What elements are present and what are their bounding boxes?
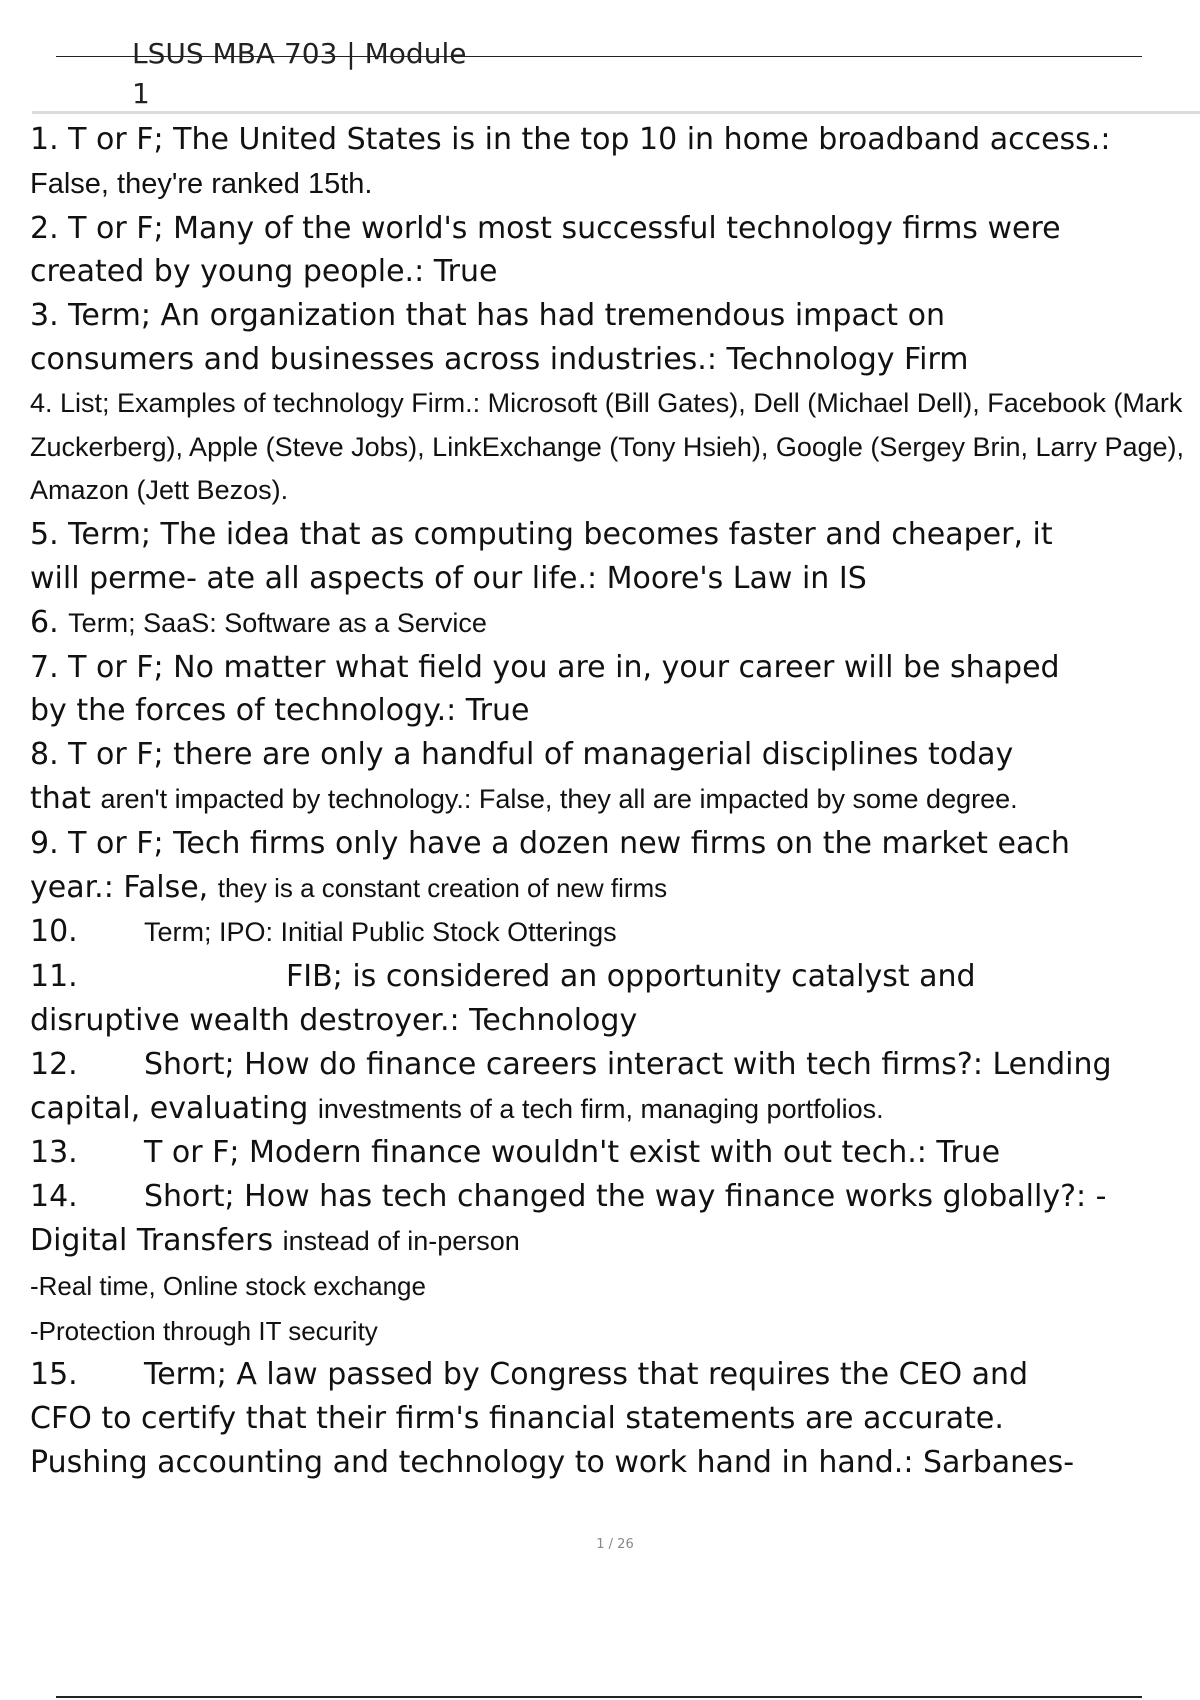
item-answer: False, they're ranked 15th.	[30, 167, 373, 200]
item-question: Short; How do finance careers interact with tech firms?: Lending	[144, 1046, 1112, 1082]
item-question-cont: Digital Transfers	[30, 1222, 274, 1258]
item-question: Short; How has tech changed the way finance works globally?: -	[144, 1179, 1107, 1215]
page-number: 1 / 26	[596, 1537, 634, 1552]
item-question: 9. T or F; Tech firms only have a dozen new firms on the market each	[30, 825, 1070, 861]
list-item	[30, 118, 1195, 207]
list-item	[30, 1131, 1195, 1175]
item-number: 14.	[30, 1179, 78, 1215]
header-separator	[32, 111, 1200, 114]
item-number: 12.	[30, 1046, 78, 1082]
item-answer: by the forces of technology.: True	[30, 693, 530, 729]
list-item	[30, 733, 1195, 822]
header-title-line1: LSUS MBA 703 | Module	[132, 37, 467, 70]
item-number: 15.	[30, 1357, 78, 1393]
item-answer: disruptive wealth destroyer.: Technology	[30, 1002, 638, 1038]
list-item	[30, 294, 1195, 382]
item-bullet: -Real time, Online stock exchange	[30, 1270, 426, 1301]
item-number: 11.	[30, 959, 78, 995]
item-question: 1. T or F; The United States is in the top 10 in home broadband access.:	[30, 122, 1111, 157]
item-number: 13.	[30, 1135, 78, 1171]
item-number: 6.	[30, 604, 59, 640]
list-item	[30, 955, 1195, 1043]
list-item	[30, 822, 1195, 911]
item-question-cont: that	[30, 780, 91, 816]
item-question: 2. T or F; Many of the world's most successful technology firms were	[30, 210, 1061, 246]
flashcard-list	[30, 118, 1195, 1485]
item-question: 8. T or F; there are only a handful of managerial disciplines today	[30, 737, 1014, 773]
item-answer: Term; SaaS: Software as a Service	[68, 607, 487, 638]
item-bullet: -Protection through IT security	[30, 1315, 378, 1346]
item-question-cont: year.: False,	[30, 869, 209, 905]
list-item	[30, 1353, 1195, 1484]
document-header	[132, 34, 552, 114]
item-answer: instead of in-person	[282, 1225, 520, 1256]
item-question: 7. T or F; No matter what field you are in, your career will be shaped	[30, 649, 1060, 685]
item-answer: created by young people.: True	[30, 254, 498, 290]
item-question-cont: capital, evaluating	[30, 1090, 309, 1126]
item-answer: will perme- ate all aspects of our life.: Moore's Law in IS	[30, 560, 867, 596]
item-question-cont: Pushing accounting and technology to work hand in hand.: Sarbanes-	[30, 1444, 1075, 1480]
item-answer: they is a constant creation of new firms	[217, 872, 668, 903]
header-title-line2: 1	[132, 77, 150, 110]
list-item	[30, 513, 1195, 601]
item-question: 3. Term; An organization that has had tremendous impact on	[30, 298, 945, 334]
item-answer: consumers and businesses across industries.: Technology Firm	[30, 341, 969, 377]
list-item	[30, 207, 1195, 295]
item-answer: 4. List; Examples of technology Firm.: Microsoft (Bill Gates), Dell (Michael Dell), Facebook (Mark Zuckerberg), Apple (Steve Jobs), LinkExchange (Tony Hsieh), Google (Sergey Brin, Larry Page), Amazon (Jett Bezos).	[30, 387, 1185, 506]
item-question: Term; A law passed by Congress that requires the CEO and	[144, 1357, 1029, 1393]
list-item	[30, 1175, 1195, 1353]
list-item	[30, 646, 1195, 734]
list-item	[30, 1043, 1195, 1132]
list-item	[30, 601, 1195, 646]
item-number: 10.	[30, 914, 78, 950]
item-question-cont: CFO to certify that their firm's financial statements are accurate.	[30, 1401, 1004, 1437]
item-question: T or F; Modern finance wouldn't exist with out tech.: True	[144, 1135, 1001, 1171]
item-answer: investments of a tech firm, managing portfolios.	[317, 1093, 884, 1124]
list-item	[30, 910, 1195, 955]
list-item	[30, 382, 1195, 513]
item-answer: Term; IPO: Initial Public Stock Otterings	[144, 917, 617, 948]
item-question: FIB; is considered an opportunity catalyst and	[286, 959, 976, 995]
item-answer: aren't impacted by technology.: False, they all are impacted by some degree.	[100, 783, 1018, 814]
item-question: 5. Term; The idea that as computing becomes faster and cheaper, it	[30, 517, 1053, 553]
footer-rule	[56, 1696, 1142, 1698]
